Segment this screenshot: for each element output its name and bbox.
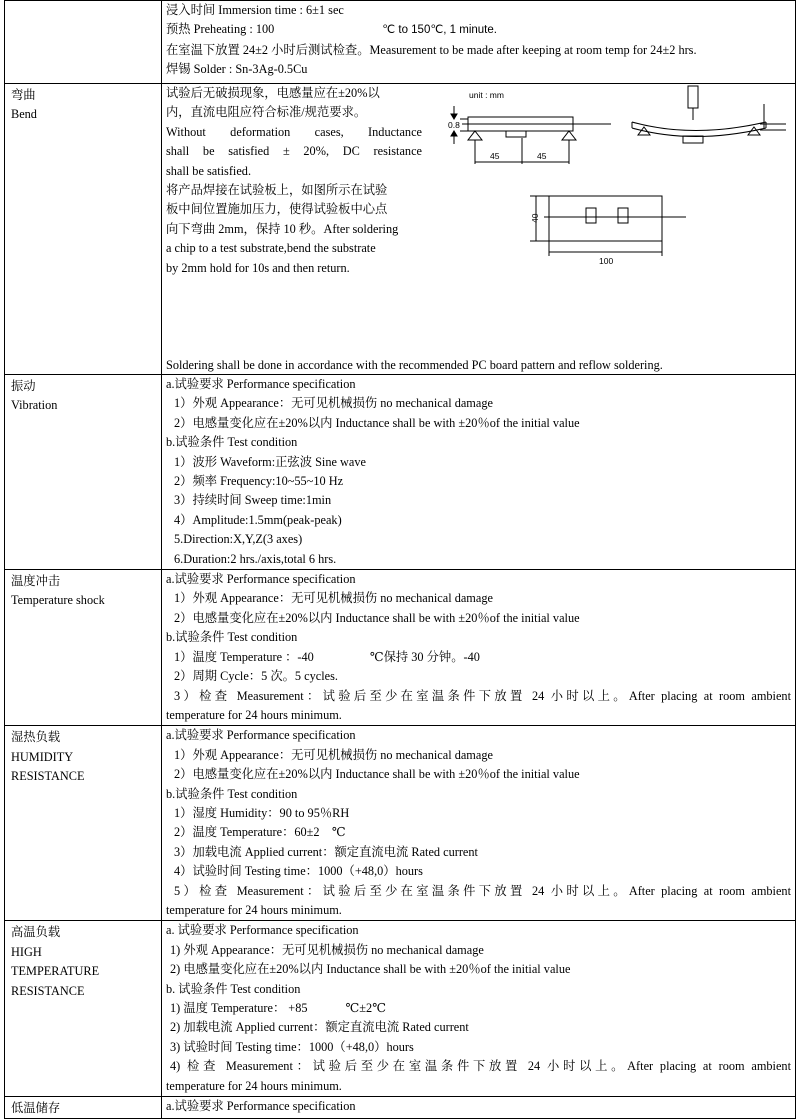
press-tool xyxy=(688,86,698,108)
temperature-shock-row xyxy=(5,570,796,726)
bend-line: by 2mm hold for 10s and then return. xyxy=(166,260,350,275)
spec-line: 2）周期 Cycle：5 次。5 cycles. xyxy=(174,669,338,684)
solderability-continuation-row xyxy=(5,1,796,84)
spec-line: 2）温度 Temperature：60±2 ℃ xyxy=(174,825,346,840)
spec-line: a. 试验要求 Performance specification xyxy=(166,923,359,938)
bend-line: 内，直流电阻应符合标准/规范要求。 xyxy=(166,105,367,120)
spec-line: a.试验要求 Performance specification xyxy=(166,377,356,391)
temperature-shock-label-cell xyxy=(5,570,162,726)
spec-line: 2）频率 Frequency:10~55~10 Hz xyxy=(174,474,344,489)
bend-row xyxy=(5,84,796,375)
chip xyxy=(506,131,526,137)
bend-line: 板中间位置施加压力，使得试验板中心点 xyxy=(166,202,388,217)
support-left xyxy=(468,131,482,140)
spec-line: temperature for 24 hours minimum. xyxy=(166,1078,342,1093)
bend-test-figure xyxy=(166,84,798,354)
spec-line: 1）波形 Waveform:正弦波 Sine wave xyxy=(174,454,366,469)
bend-line: Without deformation cases, Inductance xyxy=(166,124,422,139)
pad-right xyxy=(618,208,628,223)
spec-line: 3）持续时间 Sweep time:1min xyxy=(174,493,332,508)
spec-line: b.试验条件 Test condition xyxy=(166,630,298,645)
width-dim: 100 xyxy=(599,256,614,266)
humidity-content-cell xyxy=(162,726,796,921)
vibration-content-cell xyxy=(162,375,796,570)
high-temp-label-en: HIGH xyxy=(11,944,42,959)
spec-line: a.试验要求 Performance specification xyxy=(166,1099,356,1114)
unit-label: unit : mm xyxy=(469,90,504,100)
low-temp-label-cn: 低温储存 xyxy=(11,1101,61,1116)
spec-line: 2) 加载电流 Applied current：额定直流电流 Rated current xyxy=(170,1020,469,1035)
humidity-label-cn: 湿热负载 xyxy=(11,730,61,745)
spec-line: 5）检查 Measurement：试验后至少在室温条件下放置 24 小时以上。After placing at room ambient xyxy=(174,883,791,898)
spec-line: 5.Direction:X,Y,Z(3 axes) xyxy=(174,532,303,547)
high-temp-content-cell xyxy=(162,921,796,1097)
spec-line: b.试验条件 Test condition xyxy=(166,786,298,801)
bend-content-cell xyxy=(162,84,796,375)
high-temp-row xyxy=(5,921,796,1097)
spec-line: 1）外观 Appearance：无可见机械损伤 no mechanical damage xyxy=(174,747,493,762)
spec-line: 1) 外观 Appearance：无可见机械损伤 no mechanical damage xyxy=(170,942,484,957)
bend-line: a chip to a test substrate,bend the substrate xyxy=(166,241,376,256)
solderability-label-cell xyxy=(5,1,162,84)
humidity-label-en: RESISTANCE xyxy=(11,769,85,784)
temperature-line: 1) 温度 Temperature： +85 ℃±2℃ xyxy=(170,1001,386,1015)
temperature-shock-content-cell xyxy=(162,570,796,726)
humidity-label-cell xyxy=(5,726,162,921)
temperature-shock-label-cn: 温度冲击 xyxy=(11,574,61,589)
spec-line: 4）Amplitude:1.5mm(peak-peak) xyxy=(174,512,342,527)
vibration-label-cn: 振动 xyxy=(11,379,36,393)
spec-line: 2）电感量变化应在±20%以内 Inductance shall be with ±20％of the initial value xyxy=(174,415,580,430)
spec-line: 1）外观 Appearance：无可见机械损伤 no mechanical damage xyxy=(174,591,493,606)
immersion-time-line: 浸入时间 Immersion time : 6±1 sec xyxy=(166,3,344,17)
spec-line: 1）外观 Appearance：无可见机械损伤 no mechanical damage xyxy=(174,396,493,411)
bend-label-cn: 弯曲 xyxy=(11,88,36,102)
spec-line: temperature for 24 hours minimum. xyxy=(166,707,342,722)
high-temp-label-en: TEMPERATURE xyxy=(11,964,100,979)
bend-line: shall be satisfied ± 20%, DC resistance xyxy=(166,144,422,159)
spec-line: 6.Duration:2 hrs./axis,total 6 hrs. xyxy=(174,551,337,566)
bent-board xyxy=(632,122,766,131)
low-temp-row xyxy=(5,1097,796,1119)
bend-label-en: Bend xyxy=(11,107,37,122)
spec-line: 3) 试验时间 Testing time：1000（+48,0）hours xyxy=(170,1039,414,1054)
room-temp-measure-line: 在室温下放置 24±2 小时后测试检查。Measurement to be made after keeping at room temp for 24±2 hrs. xyxy=(166,42,697,57)
vibration-row xyxy=(5,375,796,570)
soldering-note: Soldering shall be done in accordance with the recommended PC board pattern and reflow soldering. xyxy=(166,358,663,372)
height-dim: 40 xyxy=(530,213,540,223)
humidity-row xyxy=(5,726,796,921)
span-right-dim: 45 xyxy=(537,151,547,161)
thickness-dim: 0.8 xyxy=(448,120,460,130)
support-right xyxy=(562,131,576,140)
bend-line: shall be satisfied. xyxy=(166,163,252,178)
vibration-label-cell xyxy=(5,375,162,570)
high-temp-label-cell xyxy=(5,921,162,1097)
spec-line: 1）湿度 Humidity：90 to 95％RH xyxy=(174,805,350,820)
spec-line: 2）电感量变化应在±20%以内 Inductance shall be with ±20％of the initial value xyxy=(174,767,580,782)
spec-line: a.试验要求 Performance specification xyxy=(166,572,356,587)
preheating-line: 预热 Preheating : 100 ℃ to 150℃, 1 minute. xyxy=(166,22,497,37)
spec-line: b.试验条件 Test condition xyxy=(166,435,298,450)
solderability-content-cell xyxy=(162,1,796,84)
pad-left xyxy=(586,208,596,223)
spec-line: a.试验要求 Performance specification xyxy=(166,728,356,743)
span-left-dim: 45 xyxy=(490,151,500,161)
low-temp-label-cell xyxy=(5,1097,162,1119)
temperature-line: 1）温度 Temperature ：-40 ℃保持 30 分钟。-40 xyxy=(174,649,480,664)
bend-line: 向下弯曲 2mm，保持 10 秒。After soldering xyxy=(166,221,399,236)
reliability-spec-table xyxy=(4,0,796,1119)
bend-line: 将产品焊接在试验板上，如图所示在试验 xyxy=(166,183,388,198)
board-top-view xyxy=(549,196,662,241)
spec-line: b. 试验条件 Test condition xyxy=(166,981,301,996)
high-temp-label-en: RESISTANCE xyxy=(11,983,85,998)
spec-line: temperature for 24 hours minimum. xyxy=(166,902,342,917)
solder-line: 焊锡 Solder : Sn-3Ag-0.5Cu xyxy=(166,62,308,77)
bend-label-cell xyxy=(5,84,162,375)
vibration-label-en: Vibration xyxy=(11,398,58,413)
humidity-label-en: HUMIDITY xyxy=(11,749,74,764)
low-temp-content-cell xyxy=(162,1097,796,1119)
spec-line: 3）检查 Measurement：试验后至少在室温条件下放置 24 小时以上。After placing at room ambient xyxy=(174,688,791,703)
bend-line: 试验后无破损现象，电感量应在±20%以 xyxy=(166,86,380,100)
high-temp-label-cn: 高温负载 xyxy=(11,925,61,940)
spec-line: 3）加载电流 Applied current：额定直流电流 Rated current xyxy=(174,844,478,859)
spec-line: 4）试验时间 Testing time：1000（+48,0）hours xyxy=(174,864,423,879)
spec-line: 2）电感量变化应在±20%以内 Inductance shall be with ±20％of the initial value xyxy=(174,610,580,625)
temperature-shock-label-en: Temperature shock xyxy=(11,593,105,608)
spec-line: 2) 电感量变化应在±20%以内 Inductance shall be with ±20％of the initial value xyxy=(170,962,571,977)
spec-line: 4) 检查 Measurement：试验后至少在室温条件下放置 24 小时以上。After placing at room ambient xyxy=(170,1059,791,1074)
